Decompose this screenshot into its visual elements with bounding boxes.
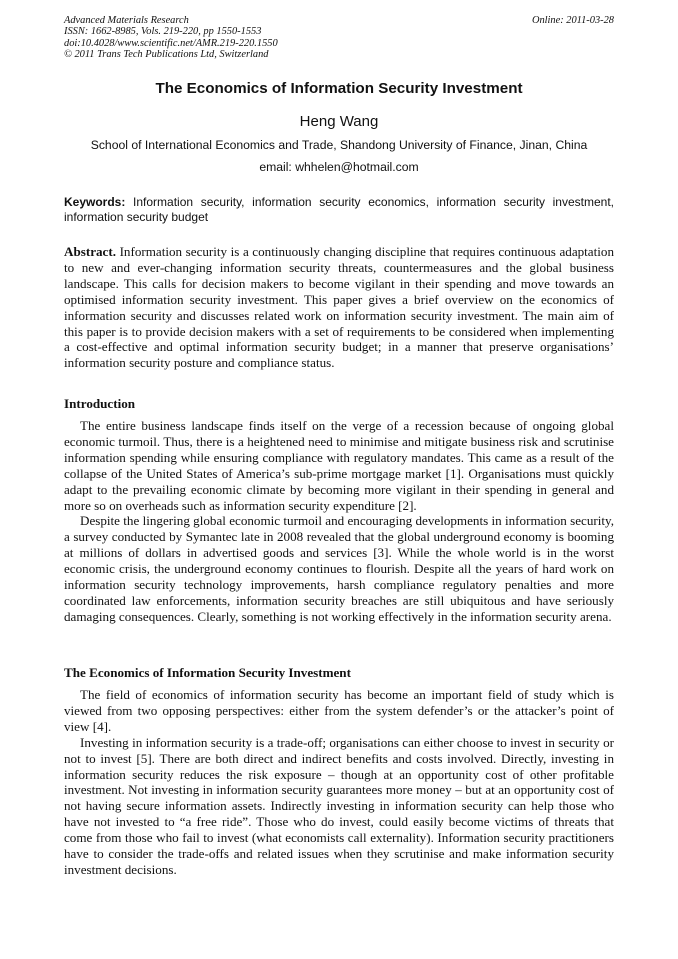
paper-title: The Economics of Information Security Investment bbox=[155, 80, 523, 97]
keywords-label: Keywords: bbox=[64, 195, 126, 209]
abstract-text: Information security is a continuously changing discipline that requires continuous adaptation to new and ever-changing information security threats, countermeasures and the global business landscape. This calls for decision makers to become vigilant in their spending and move towards an optimised information security investment. This paper gives a brief overview on the economics of information security and discusses related work on information security investment. The main aim of this paper is to provide decision makers with a set of requirements to be considered when implementing a cost-effective and optimal information security budget; in a manner that preserve organisations’ information security posture and compliance status. bbox=[64, 244, 614, 371]
keywords bbox=[64, 195, 614, 225]
online-date: Online: 2011-03-28 bbox=[531, 15, 614, 26]
introduction-body bbox=[64, 418, 614, 625]
economics-body bbox=[64, 687, 614, 878]
journal-doi: doi:10.4028/www.scientific.net/AMR.219-220.1550 bbox=[64, 37, 278, 49]
paragraph: The entire business landscape finds itself on the verge of a recession because of ongoing global economic turmoil. Thus, there is a heightened need to minimise and mitigate business risk and scrutinise information spending while ensuring compliance with regulatory mandates. This came as a result of the collapse of the United States of America’s sub-prime mortgage market [1]. Organisations must quickly adapt to the prevailing economic climate by becoming more vigilant in their spending in general and more so on overheads such as information security expenditure [2]. bbox=[64, 418, 614, 513]
section-heading-introduction: Introduction bbox=[64, 396, 136, 411]
paragraph: Investing in information security is a trade-off; organisations can either choose to invest in security or not to invest [5]. There are both direct and indirect benefits and costs involved. Directly, investing in information security reduces the risk exposure – though at an opportunity cost of other profitable investment. Not investing in information security guarantees more money – but at an opportunity cost of not having secure information assets. Indirectly investing in information security can help those who have not invested to “a free ride”. Those who do invest, could easily become victims of threats that come from those who fail to invest (what economists call externality). Information security practitioners have to consider the trade-offs and related issues when they scrutinise and make information security investment decisions. bbox=[64, 734, 614, 877]
paragraph: The field of economics of information security has become an important field of study which is viewed from two opposing perspectives: either from the system defender’s or the attacker’s point of view [4]. bbox=[64, 687, 614, 734]
abstract-label: Abstract. bbox=[64, 244, 116, 259]
journal-header bbox=[64, 15, 614, 61]
section-heading-economics: The Economics of Information Security Investment bbox=[64, 665, 351, 680]
author-email: email: whhelen@hotmail.com bbox=[259, 160, 419, 174]
journal-name: Advanced Materials Research bbox=[64, 15, 189, 26]
journal-copyright: © 2011 Trans Tech Publications Ltd, Switzerland bbox=[64, 49, 269, 61]
paragraph: Despite the lingering global economic turmoil and encouraging developments in information security, a survey conducted by Symantec late in 2008 revealed that the global underground economy is booming at millions of dollars in advertised goods and services [3]. While the whole world is in the worst economic crisis, the underground economy continues to flourish. Despite all the years of hard work on information security technology improvements, harsh compliance regulatory penalties and more coordinated law enforcements, information security breaches are still ubiquitous and have seriously damaging consequences. Clearly, something is not working effectively in the information security arena. bbox=[64, 513, 614, 624]
abstract bbox=[64, 244, 614, 371]
author-name: Heng Wang bbox=[299, 113, 379, 130]
keywords-text: Information security, information security economics, information security investment, information security budget bbox=[64, 195, 614, 224]
author-affiliation: School of International Economics and Trade, Shandong University of Finance, Jinan, China bbox=[90, 138, 588, 152]
journal-issn: ISSN: 1662-8985, Vols. 219-220, pp 1550-1553 bbox=[64, 26, 262, 38]
